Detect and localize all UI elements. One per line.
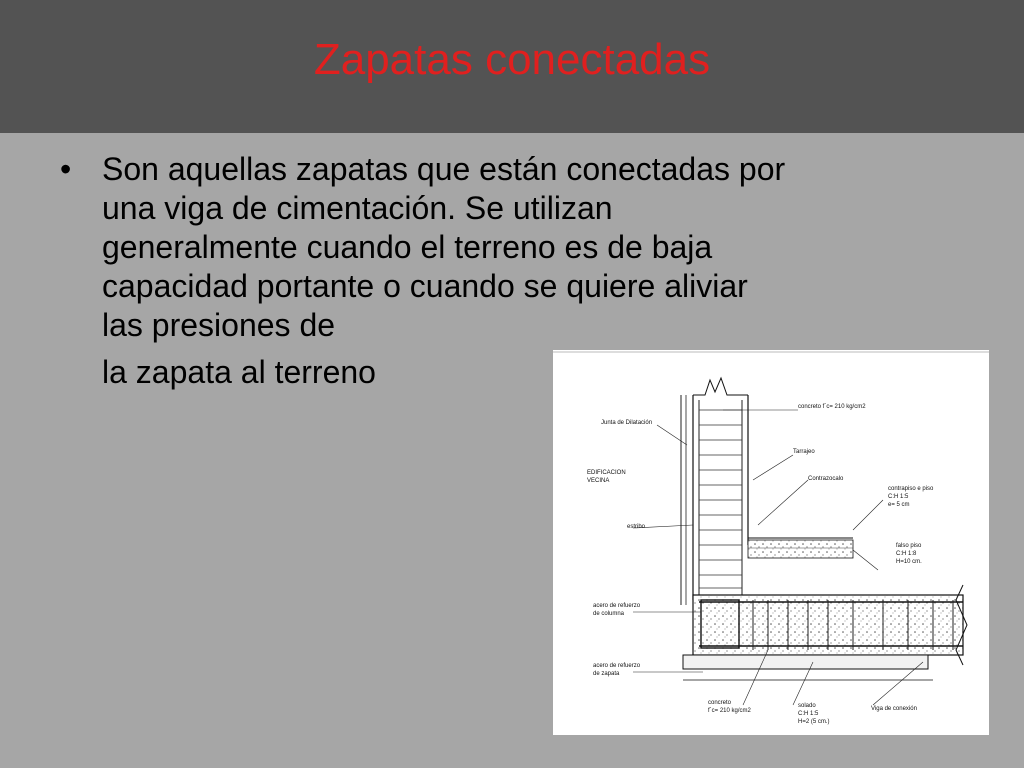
label-subfloor: e= 5 cm — [888, 502, 910, 508]
label-building: EDIFICACION — [587, 470, 626, 476]
bullet-symbol: • — [60, 151, 72, 187]
label-expansion-joint: Junta de Dilatación — [601, 420, 653, 426]
bullet-line: las presiones de — [102, 307, 336, 343]
label-footing-rebar: acero de refuerzo — [593, 663, 641, 669]
label-footing-concrete: f´c= 210 kg/cm2 — [708, 708, 751, 714]
foundation-detail-drawing — [553, 350, 989, 735]
lean-concrete-layer — [683, 655, 928, 669]
slide-title: Zapatas conectadas — [313, 35, 711, 84]
label-subfloor: contrapiso e piso — [888, 486, 934, 492]
label-false-floor: H=10 cm. — [896, 559, 922, 565]
title-bar — [0, 0, 1024, 133]
bullet-line: capacidad portante o cuando se quiere aliviar — [102, 268, 748, 304]
floor-slab — [748, 538, 853, 558]
label-column-rebar: de columna — [593, 611, 625, 617]
label-footing-concrete: concreto — [708, 700, 732, 706]
bullet-line: Son aquellas zapatas que están conectadas por — [102, 151, 786, 187]
label-baseboard: Contrazocalo — [808, 476, 844, 482]
label-lean-concrete: C:H 1:5 — [798, 711, 819, 717]
label-connecting-beam: Viga de conexión — [871, 706, 917, 712]
label-lean-concrete: H=2 (5 cm.) — [798, 719, 830, 725]
continuation-paragraph: la zapata al terreno — [102, 354, 376, 390]
footing-and-beam — [693, 585, 967, 665]
label-subfloor: C:H 1:5 — [888, 494, 909, 500]
label-plaster: Tarrajeo — [793, 449, 815, 455]
label-building: VECINA — [587, 478, 610, 484]
label-footing-rebar: de zapata — [593, 671, 620, 677]
bullet-line: una viga de cimentación. Se utilizan — [102, 190, 613, 226]
bullet-line: generalmente cuando el terreno es de baja — [102, 229, 713, 265]
label-column-rebar: acero de refuerzo — [593, 603, 641, 609]
label-lean-concrete: solado — [798, 703, 816, 709]
label-false-floor: C:H 1:8 — [896, 551, 917, 557]
label-concrete-column: concreto f´c= 210 kg/cm2 — [798, 404, 866, 410]
label-false-floor: falso piso — [896, 543, 922, 549]
label-stirrup: estribo — [627, 524, 646, 530]
bullet-item — [60, 150, 960, 345]
